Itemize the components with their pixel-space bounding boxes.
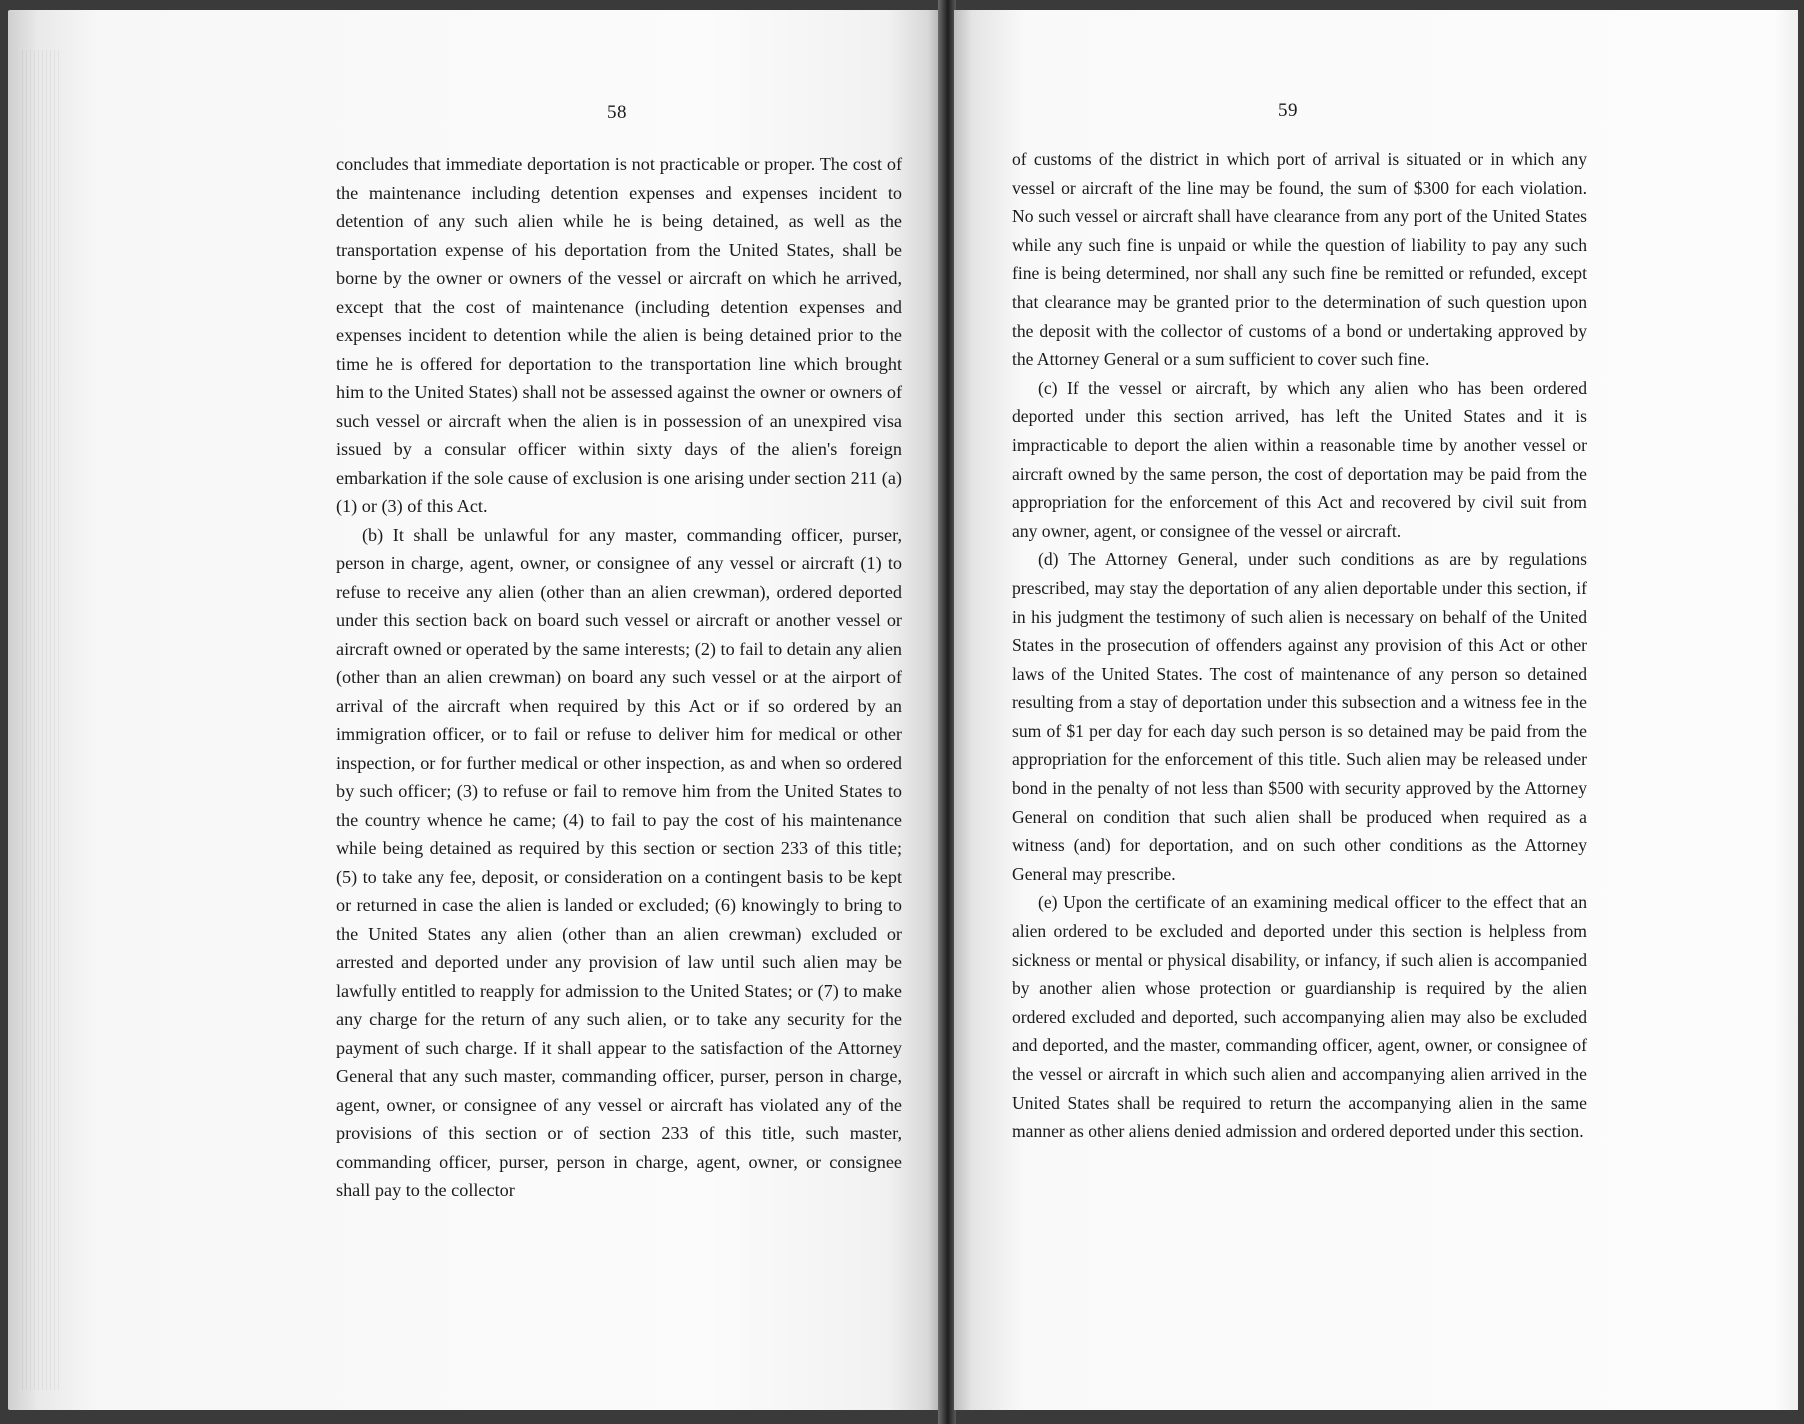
page-number-left: 58 xyxy=(607,102,627,123)
paragraph-d: (d) The Attorney General, under such conditions as are by regulations prescribed, may stay the deportation of any alien deportable under this section, if in his judgment the testimony of such alien is necessary on behalf of the United States in the prosecution of offenders against any provision of this Act or other laws of the United States. The cost of maintenance of any person so detained resulting from a stay of deportation under this subsection and a witness fee in the sum of $1 per day for each day such person is so detained may be paid from the appropriation for the enforcement of this title. Such alien may be released under bond in the penalty of not less than $500 with security approved by the Attorney General on condition that such alien shall be produced when required as a witness (and) for deportation, and on such other conditions as the Attorney General may prescribe. xyxy=(1012,549,1587,884)
paragraph-b-continued: of customs of the district in which port of arrival is situated or in which any vessel or aircraft of the line may be found, the sum of $300 for each violation. No such vessel or aircraft shall have clearance from any port of the United States while any such fine is unpaid or while the question of liability to pay any such fine is being determined, nor shall any such fine be remitted or refunded, except that clearance may be granted prior to the determination of such question upon the deposit with the collector of customs of a bond or undertaking approved by the Attorney General or a sum sufficient to cover such fine. xyxy=(1012,149,1587,370)
paragraph-b: (b) It shall be unlawful for any master, commanding officer, purser, person in charge, agent, owner, or consignee of any vessel or aircraft (1) to refuse to receive any alien (other than an alien crewman), ordered deported under this section back on board such vessel or aircraft or another vessel or aircraft owned or operated by the same interests; (2) to fail to detain any alien (other than an alien crewman) on board any such vessel or at the airport of arrival of the aircraft when required by this Act or if so ordered by an immigration officer, or to fail or refuse to deliver him for medical or other inspection, or for further medical or other inspection, as and when so ordered by such officer; (3) to refuse or fail to remove him from the United States to the country whence he came; (4) to fail to pay the cost of his maintenance while being detained as required by this section or section 233 of this title; (5) to take any fee, deposit, or consideration on a contingent basis to be kept or returned in case the alien is landed or excluded; (6) knowingly to bring to the United States any alien (other than an alien crewman) excluded or arrested and deported under any provision of law until such alien may be lawfully entitled to reapply for admission to the United States; or (7) to make any charge for the return of any such alien, or to take any security for the payment of such charge. If it shall appear to the satisfaction of the Attorney General that any such master, commanding officer, purser, person in charge, agent, owner, or consignee of any vessel or aircraft has violated any of the provisions of this section or of section 233 of this title, such master, commanding officer, purser, person in charge, agent, owner, or consignee shall pay to the collector xyxy=(336,524,902,1200)
right-page xyxy=(954,10,1798,1410)
paragraph-a-continued: concludes that immediate deportation is not practicable or proper. The cost of the maintenance including detention expenses and expenses incident to detention of any such alien while he is being detained, as well as the transportation expense of his deportation from the United States, shall be borne by the owner or owners of the vessel or aircraft on which he arrived, except that the cost of maintenance (including detention expenses and expenses incident to detention while the alien is being detained prior to the time he is offered for deportation to the transportation line which brought him to the United States) shall not be assessed against the owner or owners of such vessel or aircraft when the alien is in possession of an unexpired visa issued by a consular officer within sixty days of the alien's foreign embarkation if the sole cause of exclusion is one arising under section 211 (a) (1) or (3) of this Act. xyxy=(336,154,902,516)
page-edge-texture xyxy=(22,50,60,1390)
left-page-text xyxy=(336,150,902,1205)
right-page-text xyxy=(1012,145,1587,1146)
left-page xyxy=(8,10,944,1410)
paragraph-e: (e) Upon the certificate of an examining medical officer to the effect that an alien ordered to be excluded and deported under this section is helpless from sickness or mental or physical disability, or infancy, if such alien is accompanied by another alien whose protection or guardianship is required by the alien ordered excluded and deported, such accompanying alien may also be excluded and deported, and the master, commanding officer, agent, owner, or consignee of the vessel or aircraft in which such alien and accompanying alien arrived in the United States shall be required to return the accompanying alien in the same manner as other aliens denied admission and ordered deported under this section. xyxy=(1012,892,1587,1142)
page-number-right: 59 xyxy=(1278,100,1298,121)
paragraph-c: (c) If the vessel or aircraft, by which any alien who has been ordered deported under this section arrived, has left the United States and it is impracticable to deport the alien within a reasonable time by another vessel or aircraft owned by the same person, the cost of deportation may be paid from the appropriation for the enforcement of this Act and recovered by civil suit from any owner, agent, or consignee of the vessel or aircraft. xyxy=(1012,377,1587,541)
